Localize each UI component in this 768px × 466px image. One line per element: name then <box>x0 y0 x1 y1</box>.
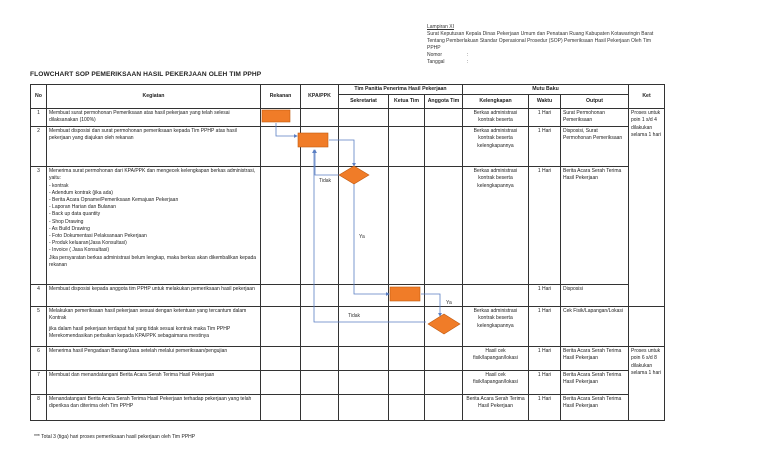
table-row: 2 Membuat disposisi dan surat permohonan pemeriksaan kepada Tim PPHP atas hasil pekerjaan yang diajukan oleh rekanan Berkas administrasi kontrak beserta kelengkapannya 1 Hari Disposisi, Surat Permohonan Pemeriksaan <box>31 127 665 167</box>
header-line: Tentang Pemberlakuan Standar Operasional Prosedur (SOP) Pemeriksaan Hasil Pekerjaan Oleh Tim <box>427 38 651 44</box>
page-title: FLOWCHART SOP PEMERIKSAAN HASIL PEKERJAAN OLEH TIM PPHP <box>30 71 262 78</box>
col-output: Output <box>561 95 629 109</box>
col-waktu: Waktu <box>529 95 561 109</box>
sop-table <box>30 84 665 421</box>
col-sekretariat: Sekretariat <box>339 95 389 109</box>
label-ya-1: Ya <box>359 234 365 240</box>
table-row: 6 Menerima hasil Pengadaan Barang/Jasa setelah melalui pemeriksaan/pengujian Hasil cek fisik/lapangan/lokasi 1 Hari Berita Acara Serah Terima Hasil Pekerjaan Proses untuk poin 6 s/d 8 dilakukan selama 1 hari <box>31 347 665 371</box>
label-tidak-2: Tidak <box>348 313 361 319</box>
col-anggota: Anggota Tim <box>425 95 463 109</box>
document-header <box>427 24 727 66</box>
tanggal-row: Tanggal : <box>427 59 469 65</box>
label-ya-2: Ya <box>446 300 452 306</box>
nomor-row: Nomor : <box>427 52 469 58</box>
col-rekanan: Rekanan <box>261 85 301 109</box>
table-row: 1 Membuat surat permohonan Pemeriksaan atas hasil pekerjaan yang telah selesai dilaksanakan (100%) Berkas administrasi kontrak beserta 1 Hari Surat Permohonan Pemeriksaan Proses untuk poin 1 s/d 4 dilakukan selama 1 hari <box>31 109 665 127</box>
footer-note: *** Total 3 (tiga) hari proses pemeriksaan hasil pekerjaan oleh Tim PPHP <box>34 434 196 440</box>
table-row: 7 Membuat dan menandatangani Berita Acara Serah Terima Hasil Pekerjaan Hasil cek fisik/lapangan/lokasi 1 Hari Berita Acara Serah Terima Hasil Pekerjaan <box>31 371 665 395</box>
table-row: 4 Membuat disposisi kepada anggota tim PPHP untuk melakukan pemeriksaan hasil pekerjaan 1 Hari Disposisi <box>31 285 665 307</box>
col-kelengkapan: Kelengkapan <box>463 95 529 109</box>
col-tim-group: Tim Panitia Penerima Hasil Pekerjaan <box>339 85 463 95</box>
table-row: 3 Menerima surat permohonan dari KPA/PPK dan mengecek kelengkapan berkas administrasi, yaitu: - kontrak - Adendum kontrak (jika ada) - Berita Acara Opname/Pemeriksaan Kemajuan Pekerjaan - Laporan Harian dan Bulanan - Back up data quantity - Shop Drawing - As Build Drawing - Foto Dokumentasi Pelaksanaan Pekerjaan - Produk keluaran(Jasa Konsultasi) - Invoice ( Jasa Konsultasi) Jika persyaratan berkas administrasi belum lengkap, maka berkas akan dikembalikan kepada rekanan Berkas administrasi kontrak beserta kelengkapannya 1 Hari Berita Acara Serah Terima Hasil Pekerjaan <box>31 167 665 285</box>
table-row: 8 Menandatangani Berita Acara Serah Terima Hasil Pekerjaan terhadap pekerjaan yang telah diperiksa dan diterima oleh Tim PPHP Berita Acara Serah Terima Hasil Pekerjaan 1 Hari Berita Acara Serah Terima Hasil Pekerjaan <box>31 395 665 421</box>
header-line: Surat Keputusan Kepala Dinas Pekerjaan Umum dan Penataan Ruang Kabupaten Kotawaringin Barat <box>427 31 654 37</box>
col-no: No <box>31 85 47 109</box>
header-line: PPHP <box>427 45 441 51</box>
ket-note: Proses untuk poin 1 s/d 4 dilakukan selama 1 hari <box>629 109 665 307</box>
col-ketua: Ketua Tim <box>389 95 425 109</box>
lampiran-label: Lampiran XI <box>427 24 454 30</box>
label-tidak-1: Tidak <box>319 178 332 184</box>
col-mutu-group: Mutu Baku <box>463 85 629 95</box>
col-kpa: KPA/PPK <box>301 85 339 109</box>
col-ket: Ket <box>629 85 665 109</box>
table-row: 5 Melakukan pemeriksaan hasil pekerjaan sesuai dengan ketentuan yang tercantum dalam Kontrak jika dalam hasil pekerjaan terdapat hal yang tidak sesuai kontrak maka Tim PPHP Merekomendasikan perbaikan kepada KPA/PPK sebagaimana mestinya Berkas administrasi kontrak beserta kelengkapannya 1 Hari Cek Fisik/Lapangan/Lokasi <box>31 307 665 347</box>
ket-note: Proses untuk poin 6 s/d 8 dilakukan selama 1 hari <box>629 347 665 421</box>
col-kegiatan: Kegiatan <box>47 85 261 109</box>
